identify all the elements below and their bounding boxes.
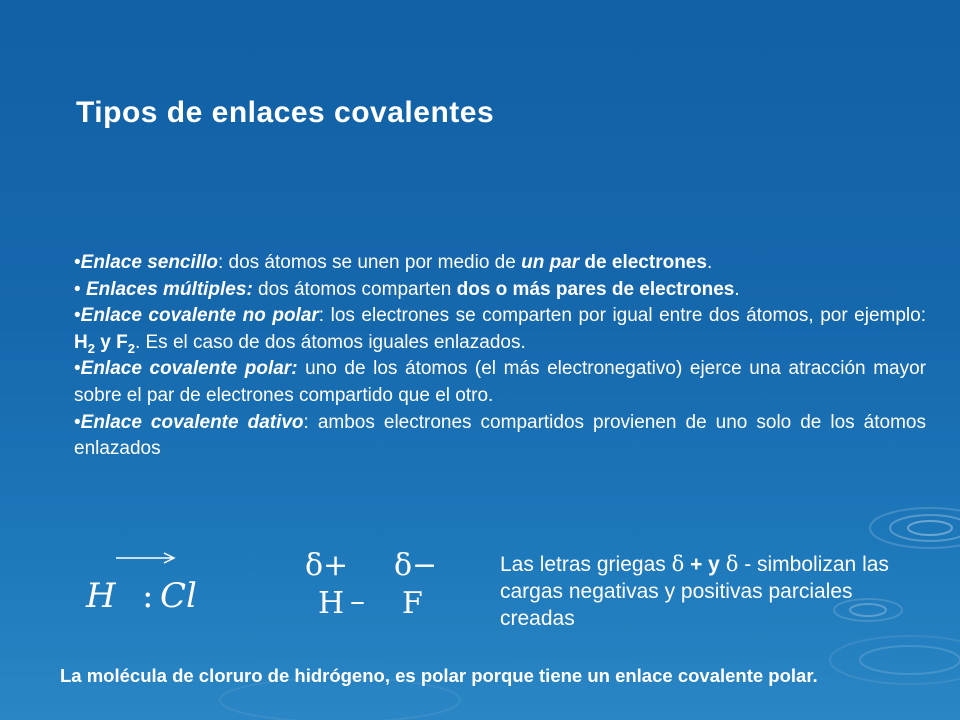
bullet-no-polar: •Enlace covalente no polar: los electrones se comparten por igual entre dos átomos, por ejemplo: $H_2$ y $F_2$. Es el caso de dos átomos iguales enlazados. xyxy=(74,305,926,356)
delta-plus: δ+ xyxy=(305,548,349,583)
bullet-list xyxy=(74,250,926,463)
hcl-colon: : xyxy=(142,576,154,616)
term: Enlace covalente polar: xyxy=(80,358,298,380)
hf-dash: – xyxy=(350,584,365,619)
formula-figures xyxy=(80,545,470,625)
caption-text: La molécula de cloruro de hidrógeno, es polar porque tiene un enlace covalente polar. xyxy=(60,665,818,686)
bullet-polar: •Enlace covalente polar: uno de los átomos (el más electronegativo) ejerce una atracción mayor sobre el par de electrones compartido que el otro. xyxy=(74,358,926,406)
bullet-enlace-sencillo: •Enlace sencillo: dos átomos se unen por medio de un par de electrones. xyxy=(74,252,713,273)
term: Enlace sencillo xyxy=(80,252,218,273)
slide-title: Tipos de enlaces covalentes xyxy=(76,96,495,129)
delta-minus: δ− xyxy=(394,548,438,583)
hf-f: F xyxy=(402,586,423,621)
bullet-dativo: •Enlace covalente dativo: ambos electrones compartidos provienen de uno solo de los átomos enlazados xyxy=(74,411,926,460)
greek-letters-note: Las letras griegas δ + y δ - simbolizan las cargas negativas y positivas parciales creadas xyxy=(500,552,889,630)
hcl-h: H xyxy=(86,576,116,616)
bullet-enlaces-multiples: • Enlaces múltiples: dos átomos comparten dos o más pares de electrones. xyxy=(74,278,740,300)
hcl-formula xyxy=(85,553,197,616)
hf-formula xyxy=(305,548,437,621)
term: Enlace covalente no polar xyxy=(80,305,319,327)
emphasis: dos o más pares de electrones xyxy=(456,278,735,300)
hcl-cl: Cl xyxy=(160,576,197,616)
term: Enlaces múltiples: xyxy=(85,278,253,300)
emphasis: un par xyxy=(521,252,580,273)
term: Enlace covalente dativo xyxy=(80,411,304,433)
hf-h: H xyxy=(318,586,345,621)
